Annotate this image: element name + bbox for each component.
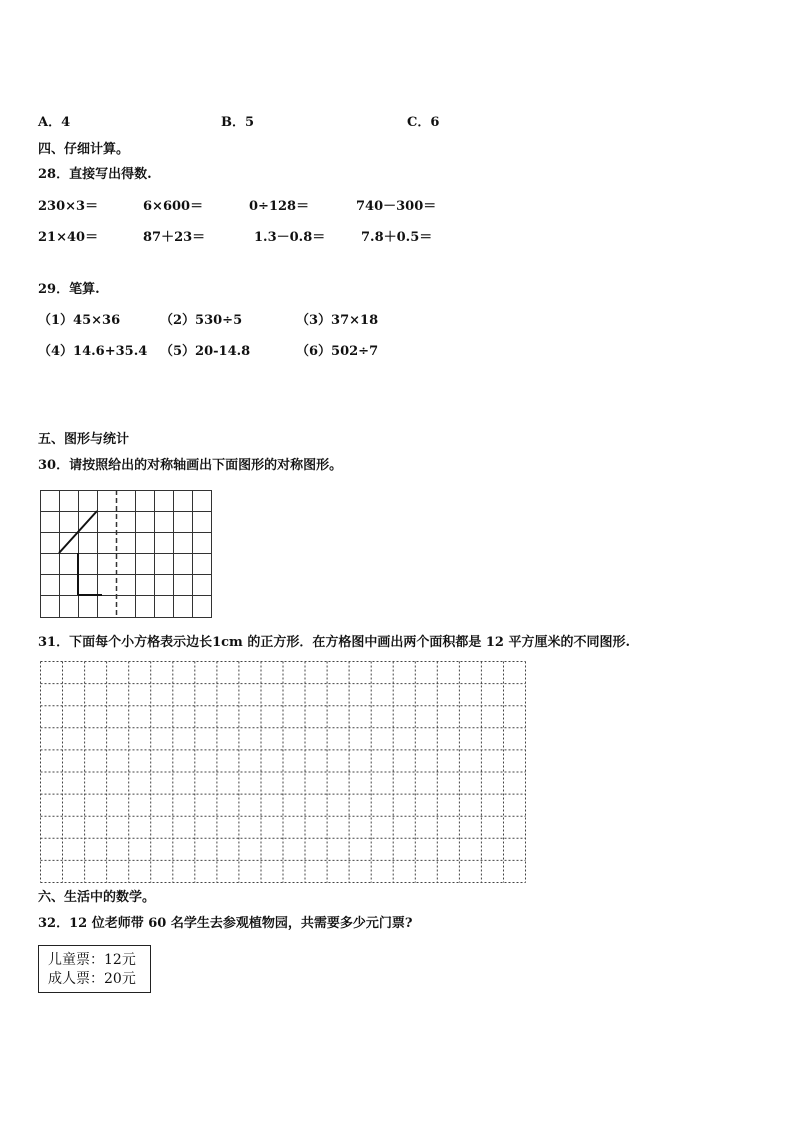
q31-title: 31．下面每个小方格表示边长1cm 的正方形．在方格图中画出两个面积都是 12 平方厘米的不同图形. [38, 635, 631, 650]
adult-ticket-price: 成人票：20元 [48, 971, 136, 987]
q28-item: 7.8＋0.5＝ [361, 230, 433, 245]
q32-title: 32．12 位老师带 60 名学生去参观植物园，共需要多少元门票? [38, 916, 413, 931]
ticket-price-box [38, 945, 151, 993]
q29-item: （2）530÷5 [160, 313, 243, 328]
q29-item: （5）20-14.8 [160, 344, 251, 359]
q29-title: 29．笔算. [38, 282, 100, 297]
q28-item: 6×600＝ [143, 199, 204, 214]
symmetry-grid [40, 490, 212, 618]
option-b: B．5 [221, 115, 255, 130]
child-ticket-price: 儿童票：12元 [48, 952, 136, 968]
square-grid[interactable] [40, 661, 526, 883]
q29-item: （1）45×36 [38, 313, 121, 328]
q29-item: （6）502÷7 [296, 344, 379, 359]
q28-item: 87＋23＝ [143, 230, 206, 245]
q30-title: 30．请按照给出的对称轴画出下面图形的对称图形。 [38, 458, 343, 473]
option-a: A．4 [38, 115, 71, 130]
grid-lines [41, 662, 526, 883]
q28-item: 230×3＝ [38, 199, 99, 214]
option-c: C．6 [407, 115, 440, 130]
symmetry-grid-lines [40, 490, 212, 618]
section-5-heading: 五、图形与统计 [38, 432, 130, 447]
section-4-heading: 四、仔细计算。 [38, 142, 130, 157]
q29-item: （3）37×18 [296, 313, 379, 328]
q28-title: 28．直接写出得数. [38, 167, 152, 182]
q28-item: 21×40＝ [38, 230, 99, 245]
q28-item: 740－300＝ [356, 199, 437, 214]
q28-item: 0÷128＝ [249, 199, 310, 214]
q29-item: （4）14.6+35.4 [38, 344, 148, 359]
section-6-heading: 六、生活中的数学。 [38, 890, 156, 905]
q28-item: 1.3－0.8＝ [254, 230, 326, 245]
